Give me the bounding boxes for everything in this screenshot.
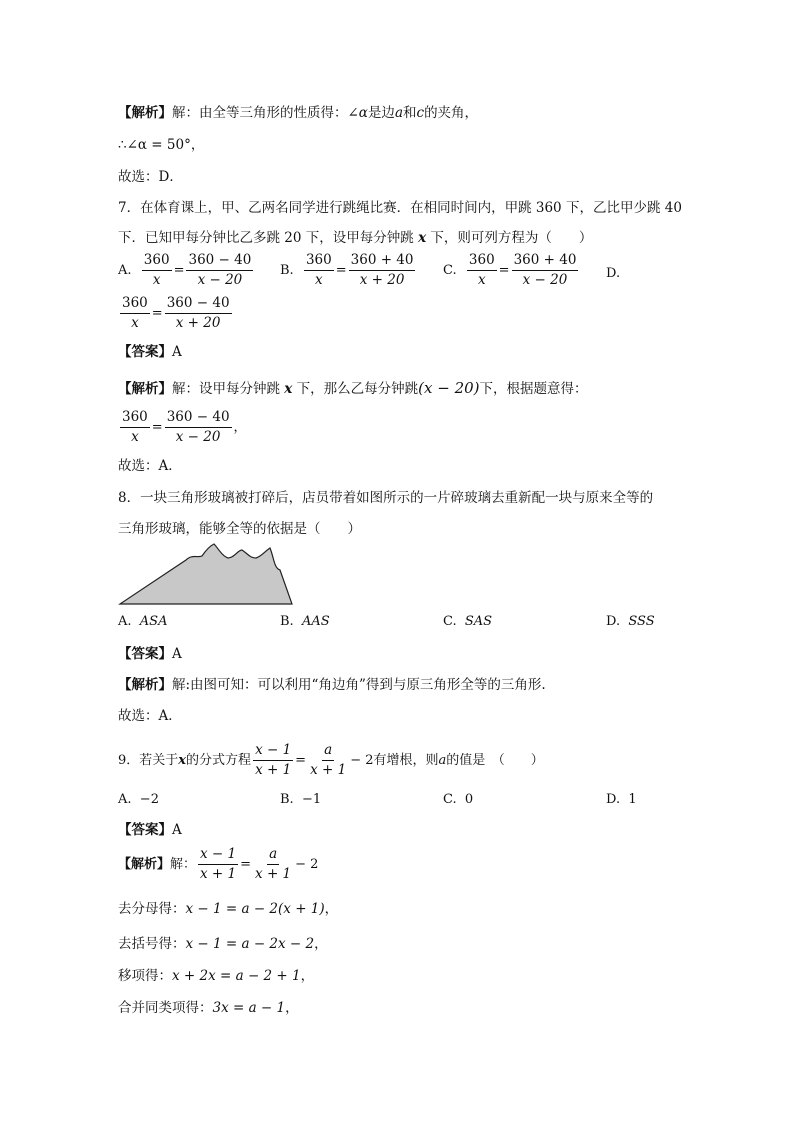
q8-option-d[interactable]	[606, 612, 655, 632]
fraction	[349, 252, 416, 289]
q7-choose-line: 故选：A．	[118, 458, 182, 474]
fraction	[165, 295, 232, 332]
punctuation: ，	[314, 936, 328, 952]
denominator: x	[131, 429, 139, 445]
step-expr: x − 1 = a − 2(x + 1)	[185, 901, 325, 917]
answer-tag: 【答案】	[118, 646, 172, 662]
q8-answer-line	[118, 644, 182, 664]
option-label: A.	[118, 614, 132, 629]
q8-option-b[interactable]	[280, 612, 330, 632]
numerator: x − 1	[198, 846, 238, 865]
denominator: x − 20	[175, 429, 221, 445]
denominator: x + 1	[200, 866, 237, 882]
stem-text: 有增根，则	[373, 752, 439, 768]
answer-value: A	[172, 822, 182, 838]
q9-step-2	[118, 934, 328, 954]
numerator: 360	[304, 252, 334, 271]
side-a: a	[394, 105, 403, 121]
q9-option-c[interactable]	[443, 790, 473, 810]
analysis-text: 是边	[367, 105, 395, 121]
fraction	[142, 252, 172, 289]
fraction	[304, 252, 334, 289]
analysis-text: 解：	[170, 856, 197, 872]
q7-analysis-line	[118, 378, 588, 399]
fraction	[165, 409, 232, 446]
denominator: x + 20	[175, 315, 221, 331]
q9-step-1	[118, 899, 338, 919]
q7-stem-line2	[118, 228, 592, 248]
q9-option-d[interactable]	[606, 790, 637, 810]
q8-option-c[interactable]	[443, 612, 492, 632]
analysis-text: 解：由全等三角形的性质得：	[172, 105, 348, 121]
answer-value: A	[172, 646, 182, 662]
fraction	[308, 742, 348, 779]
analysis-text: 和	[403, 105, 417, 121]
option-label: D.	[606, 614, 621, 629]
q7-option-d-label[interactable]: D.	[606, 266, 621, 281]
stem-text: 下．已知甲每分钟比乙多跳 20 下，设甲每分钟跳	[118, 230, 414, 246]
option-label: D.	[606, 792, 621, 807]
q6-analysis-line	[118, 103, 478, 123]
fraction	[120, 409, 150, 446]
option-label: C.	[443, 614, 457, 629]
analysis-expr: (x − 20)	[418, 379, 480, 397]
analysis-tag: 【解析】	[118, 677, 172, 693]
numerator: a	[322, 742, 334, 761]
denominator: x + 1	[255, 866, 292, 882]
numerator: a	[267, 846, 279, 865]
step-expr: x − 1 = a − 2x − 2	[185, 936, 315, 952]
analysis-text: 下，那么乙每分钟跳	[296, 381, 419, 397]
q7-option-d[interactable]: $\frac{360}{x}$ = $\frac{360 - 40}{x + 20}$	[122, 295, 230, 331]
stem-text: 下，则可列方程为（ ）	[430, 230, 593, 246]
analysis-text: 解：设甲每分钟跳	[172, 381, 280, 397]
denominator: x	[315, 272, 323, 288]
fraction	[120, 295, 150, 332]
denominator: x − 20	[522, 272, 568, 288]
fraction	[467, 252, 497, 289]
fraction	[198, 846, 238, 883]
option-value: SAS	[464, 614, 493, 629]
q8-analysis-line	[118, 675, 546, 695]
denominator: x	[477, 272, 486, 288]
analysis-tag: 【解析】	[118, 381, 172, 397]
numerator: 360	[120, 295, 150, 314]
q7-equation: $\frac{360}{x}$ = $\frac{360 - 40}{x - 20}$ ，	[122, 409, 247, 445]
option-value: −1	[301, 792, 322, 807]
step-label: 去分母得：	[118, 901, 186, 917]
fraction	[186, 252, 253, 289]
option-label: B.	[280, 614, 294, 629]
q7-option-c[interactable]: C. $\frac{360}{x}$ = $\frac{360 + 40}{x - 20}$	[443, 252, 577, 288]
q9-step-3	[118, 966, 314, 986]
q9-analysis-line	[118, 846, 318, 883]
q7-stem-line1: 7．在体育课上，甲、乙两名同学进行跳绳比赛．在相同时间内，甲跳 360 下，乙比甲少跳 40	[118, 200, 682, 216]
answer-tag: 【答案】	[118, 822, 172, 838]
stem-var: x	[418, 230, 427, 246]
option-value: 1	[628, 792, 637, 807]
analysis-text: 的夹角，	[424, 105, 479, 121]
q7-option-b[interactable]: B. $\frac{360}{x}$ = $\frac{360 + 40}{x + 20}$	[280, 252, 414, 288]
denominator: x − 20	[197, 272, 243, 288]
step-label: 合并同类项得：	[118, 1000, 213, 1016]
stem-expr: − 2	[350, 752, 374, 768]
q8-stem-line2: 三角形玻璃，能够全等的依据是（ ）	[118, 521, 361, 537]
answer-value: A	[172, 344, 182, 360]
step-expr: x + 2x = a − 2 + 1	[172, 968, 301, 984]
stem-var: x	[178, 752, 187, 768]
option-value: SSS	[628, 614, 655, 629]
angle-alpha: ∠α	[347, 105, 368, 121]
option-label: B.	[280, 792, 294, 807]
q9-option-b[interactable]	[280, 790, 321, 810]
numerator: 360 − 40	[165, 409, 232, 428]
stem-text: 的分式方程	[186, 752, 252, 768]
punctuation: ，	[300, 968, 315, 984]
denominator: x + 20	[359, 272, 405, 288]
option-value: −2	[139, 792, 159, 807]
option-label: C.	[443, 262, 457, 278]
broken-glass-figure	[116, 540, 298, 608]
q8-stem-line1: 8．一块三角形玻璃被打碎后，店员带着如图所示的一片碎玻璃去重新配一块与原来全等的	[118, 490, 654, 506]
numerator: 360	[467, 252, 497, 271]
q9-step-4	[118, 998, 299, 1018]
denominator: x + 1	[255, 762, 292, 778]
numerator: x − 1	[253, 742, 293, 761]
denominator: x	[152, 272, 161, 288]
glass-fragment-shape	[120, 544, 292, 604]
option-label: B.	[280, 262, 294, 278]
equal-sign: =	[295, 752, 307, 768]
numerator: 360 − 40	[186, 252, 253, 271]
analysis-tag: 【解析】	[118, 105, 172, 121]
analysis-expr: − 2	[295, 856, 319, 872]
numerator: 360 + 40	[512, 252, 579, 271]
analysis-var: x	[284, 381, 293, 397]
q6-choose-line: 故选：D．	[118, 169, 183, 185]
numerator: 360 − 40	[165, 295, 232, 314]
stem-text: 的值是 （ ）	[446, 752, 544, 768]
q6-therefore-line: ∴∠α = 50°，	[118, 137, 205, 153]
step-label: 去括号得：	[118, 936, 186, 952]
denominator: x + 1	[310, 762, 347, 778]
q9-option-a[interactable]	[118, 790, 159, 810]
step-label: 移项得：	[118, 968, 172, 984]
fraction	[512, 252, 579, 289]
fraction	[253, 742, 293, 779]
option-value: 0	[464, 792, 474, 807]
q7-option-a[interactable]: A. $\frac{360}{x}$ = $\frac{360 - 40}{x - 20}$	[118, 252, 252, 288]
numerator: 360	[142, 252, 172, 271]
analysis-text: 解:由图可知：可以利用“角边角”得到与原三角形全等的三角形.	[172, 677, 546, 693]
q9-stem-line	[118, 742, 544, 779]
side-c: c	[416, 105, 425, 121]
equal-sign: =	[240, 856, 252, 872]
option-label: A.	[118, 792, 132, 807]
punctuation: ，	[324, 901, 339, 917]
analysis-tag: 【解析】	[118, 856, 171, 872]
stem-var: a	[438, 752, 447, 768]
option-label: C.	[443, 792, 457, 807]
q7-answer-line	[118, 342, 182, 362]
analysis-text: 下，根据题意得：	[479, 381, 588, 397]
fraction	[253, 846, 293, 883]
option-label: A.	[118, 262, 132, 278]
q8-choose-line: 故选：A．	[118, 708, 182, 724]
q9-answer-line	[118, 820, 182, 840]
answer-tag: 【答案】	[118, 344, 172, 360]
numerator: 360	[120, 409, 150, 428]
option-value: ASA	[139, 614, 168, 629]
q8-option-a[interactable]	[118, 612, 167, 632]
numerator: 360 + 40	[349, 252, 416, 271]
denominator: x	[131, 315, 139, 331]
stem-text: 9．若关于	[118, 752, 179, 768]
option-value: AAS	[301, 614, 330, 629]
step-expr: 3x = a − 1	[212, 1000, 286, 1016]
punctuation: ，	[285, 1000, 299, 1016]
punctuation: ，	[233, 419, 247, 435]
